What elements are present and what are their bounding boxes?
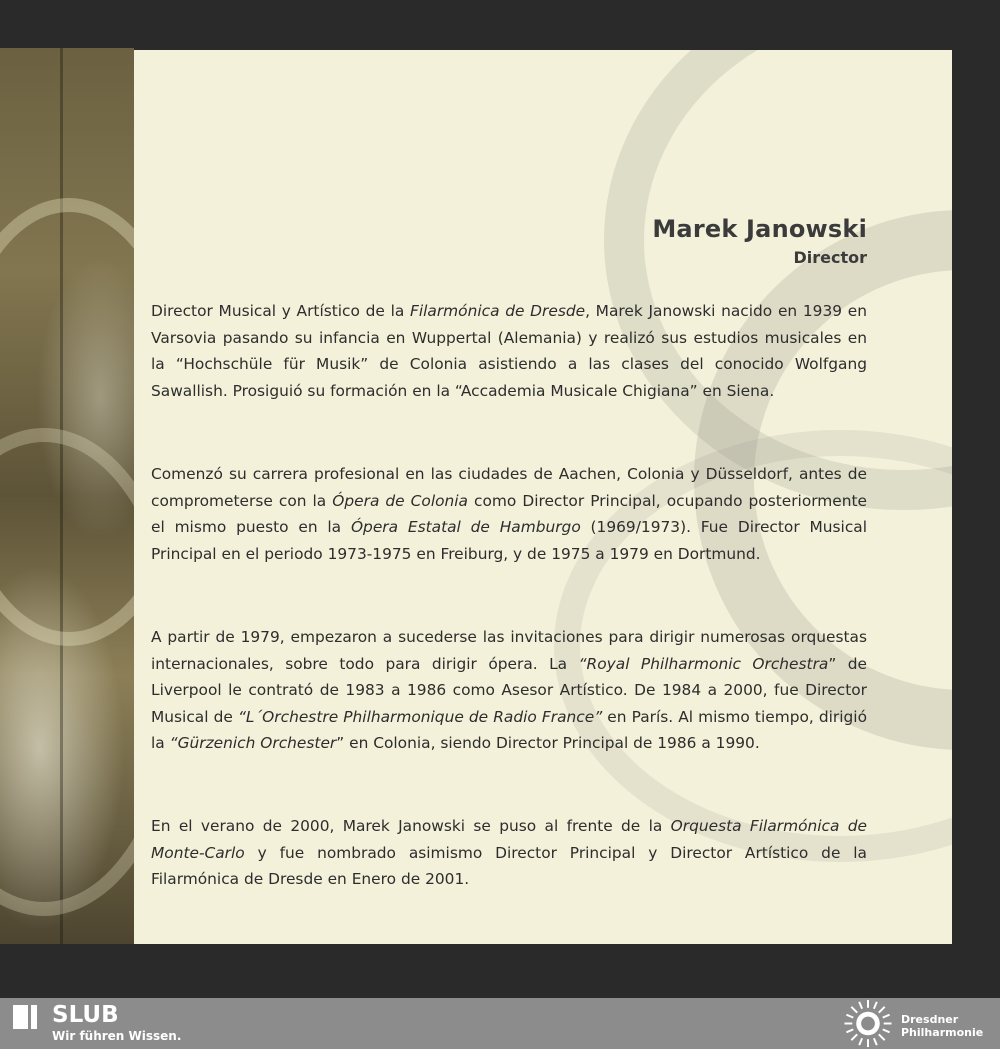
italic-text-run: “Royal Philharmonic Orchestra — [578, 654, 829, 673]
partner-name-line1: Dresdner — [901, 1013, 959, 1026]
partner-name — [901, 1013, 983, 1039]
text-run: como Director Principal, ocupando posteriormente el mismo puesto en la — [151, 491, 868, 536]
italic-text-run: Ópera Estatal de Hamburgo — [350, 518, 581, 536]
viewer-footer — [0, 998, 1000, 1049]
conductor-role: Director — [793, 248, 867, 267]
text-run: Comenzó su carrera profesional en las ciudades de Aachen, Colonia y Düsseldorf, antes de comprometerse con la — [151, 465, 867, 510]
italic-text-run: “L´Orchestre Philharmonique de Radio France” — [237, 707, 603, 726]
biography-paragraph — [151, 461, 867, 567]
italic-text-run: Ópera de Colonia — [332, 491, 468, 510]
booklet-page — [134, 50, 952, 944]
library-tagline: Wir führen Wissen. — [52, 1029, 182, 1043]
library-name[interactable]: SLUB — [52, 1002, 119, 1028]
partner-name-line2: Philharmonie — [901, 1026, 984, 1039]
biography-paragraph — [151, 624, 867, 757]
text-run: Director Musical y Artístico de la — [151, 302, 411, 320]
italic-text-run: “Gürzenich Orchester — [169, 734, 337, 752]
text-run: ” de Liverpool le contrató de 1983 a 1986 como Asesor Artístico. De 1984 a 2000, fue Director Musical de — [151, 654, 868, 726]
text-run: A partir de 1979, empezaron a sucederse las invitaciones para dirigir numerosas orquestas internacionales, sobre todo para dirigir ópera. La — [151, 628, 867, 673]
conductor-name: Marek Janowski — [652, 215, 867, 243]
text-run: ” en Colonia, siendo Director Principal de 1986 a 1990. — [336, 734, 760, 752]
book-icon — [12, 1004, 38, 1030]
italic-text-run: Orquesta Filarmónica de Monte-Carlo — [151, 817, 867, 862]
italic-text-run: Filarmónica de Dresde — [410, 302, 586, 320]
biography-paragraph — [151, 298, 867, 404]
text-run: en París. Al mismo tiempo, dirigió la — [151, 707, 867, 752]
philharmonie-logo-icon[interactable] — [842, 998, 894, 1049]
text-run: y fue nombrado asimismo Director Principal y Director Artístico de la Filarmónica de Dresde en Enero de 2001. — [151, 843, 867, 888]
text-run: (1969/1973). Fue Director Musical Principal en el periodo 1973-1975 en Freiburg, y de 1975 a 1979 en Dortmund. — [151, 518, 867, 563]
text-run: En el verano de 2000, Marek Janowski se puso al frente de la — [151, 817, 671, 835]
biography-paragraph — [151, 813, 867, 893]
text-run: , Marek Janowski nacido en 1939 en Varsovia pasando su infancia en Wuppertal (Alemania) y realizó sus estudios musicales en la “Hochschüle für Musik” de Colonia asistiendo a las clases del conocido Wolfgang Sawallish. Prosiguió su formación en la “Accademia Musicale Chigiana” en Siena. — [151, 302, 867, 400]
decorative-left-panel — [0, 48, 134, 944]
